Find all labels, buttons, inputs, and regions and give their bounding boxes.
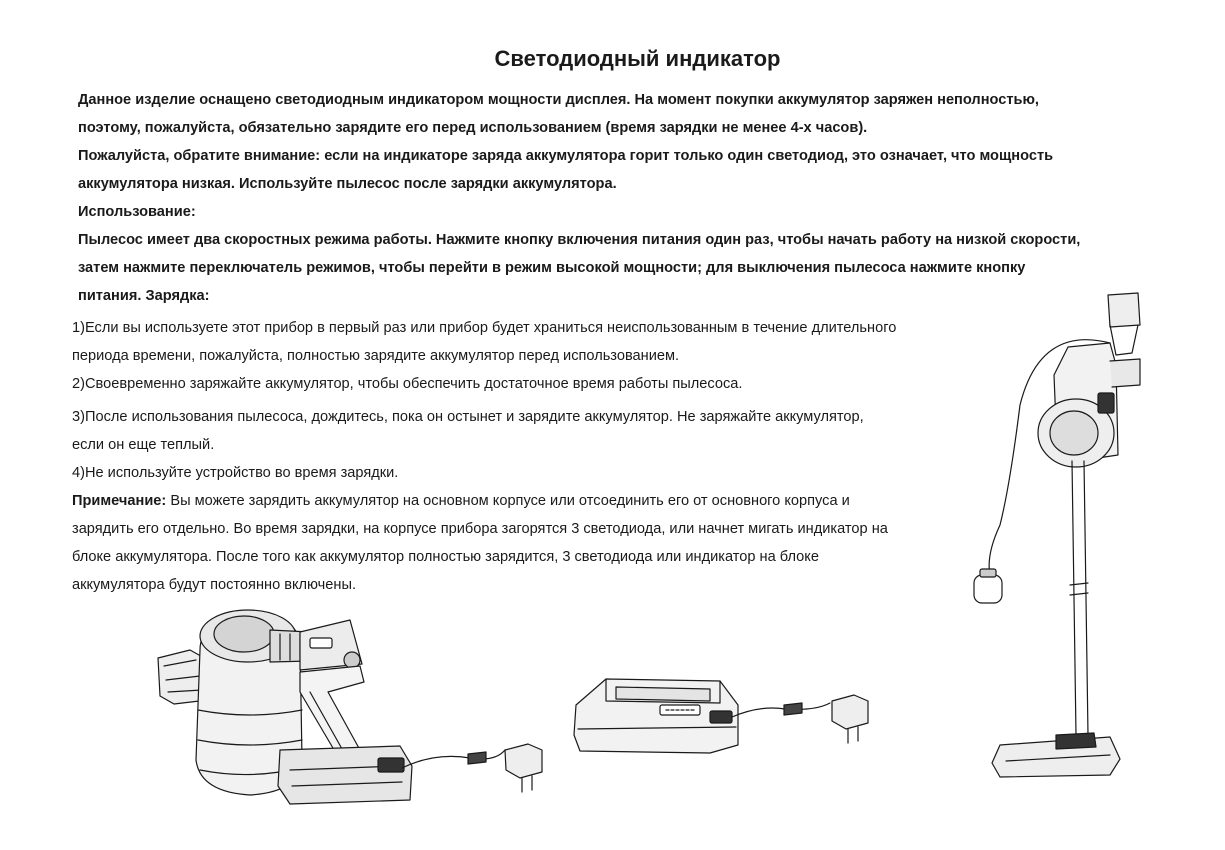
step-4: 4)Не используйте устройство во время зарядки. bbox=[72, 465, 399, 481]
page-title: Светодиодный индикатор bbox=[494, 46, 781, 71]
usage-line-1: Пылесос имеет два скоростных режима работы. Нажмите кнопку включения питания один раз, чтобы начать работу на низкой скорости, bbox=[78, 232, 1081, 248]
step-1-line-2: периода времени, пожалуйста, полностью зарядите аккумулятор перед использованием. bbox=[72, 348, 680, 364]
usage-heading: Использование: bbox=[78, 204, 196, 220]
stick-vacuum-illustration bbox=[960, 285, 1200, 785]
intro-line-3: Пожалуйста, обратите внимание: если на индикаторе заряда аккумулятора горит только один светодиод, это означает, что мощность bbox=[78, 148, 1054, 164]
step-3-line-1: 3)После использования пылесоса, дождитесь, пока он остынет и зарядите аккумулятор. Не заряжайте аккумулятор, bbox=[72, 409, 864, 425]
note-label: Примечание: bbox=[72, 493, 167, 509]
step-1-line-1: 1)Если вы используете этот прибор в первый раз или прибор будет храниться неиспользованным в течение длительного bbox=[72, 320, 897, 336]
battery-charging-illustration bbox=[570, 675, 900, 760]
intro-line-4: аккумулятора низкая. Используйте пылесос после зарядки аккумулятора. bbox=[78, 176, 617, 192]
intro-line-1: Данное изделие оснащено светодиодным индикатором мощности дисплея. На момент покупки аккумулятор заряжен неполностью, bbox=[78, 92, 1039, 108]
intro-line-2: поэтому, пожалуйста, обязательно зарядите его перед использованием (время зарядки не менее 4-х часов). bbox=[78, 120, 868, 136]
charging-heading: питания. Зарядка: bbox=[78, 288, 210, 304]
note-line-1 bbox=[72, 493, 850, 509]
step-2: 2)Своевременно заряжайте аккумулятор, чтобы обеспечить достаточное время работы пылесоса. bbox=[72, 376, 743, 392]
note-line-2: зарядить его отдельно. Во время зарядки, на корпусе прибора загорятся 3 светодиода, или начнет мигать индикатор на bbox=[72, 521, 888, 537]
note-line-4: аккумулятора будут постоянно включены. bbox=[72, 577, 357, 593]
usage-line-2: затем нажмите переключатель режимов, чтобы перейти в режим высокой мощности; для выключения пылесоса нажмите кнопку bbox=[78, 260, 1026, 276]
step-3-line-2: если он еще теплый. bbox=[72, 437, 215, 453]
note-text: Вы можете зарядить аккумулятор на основном корпусе или отсоединить его от основного корпуса и bbox=[166, 493, 850, 509]
handheld-charging-illustration bbox=[150, 600, 590, 815]
note-line-3: блоке аккумулятора. После того как аккумулятор полностью зарядится, 3 светодиода или индикатор на блоке bbox=[72, 549, 819, 565]
